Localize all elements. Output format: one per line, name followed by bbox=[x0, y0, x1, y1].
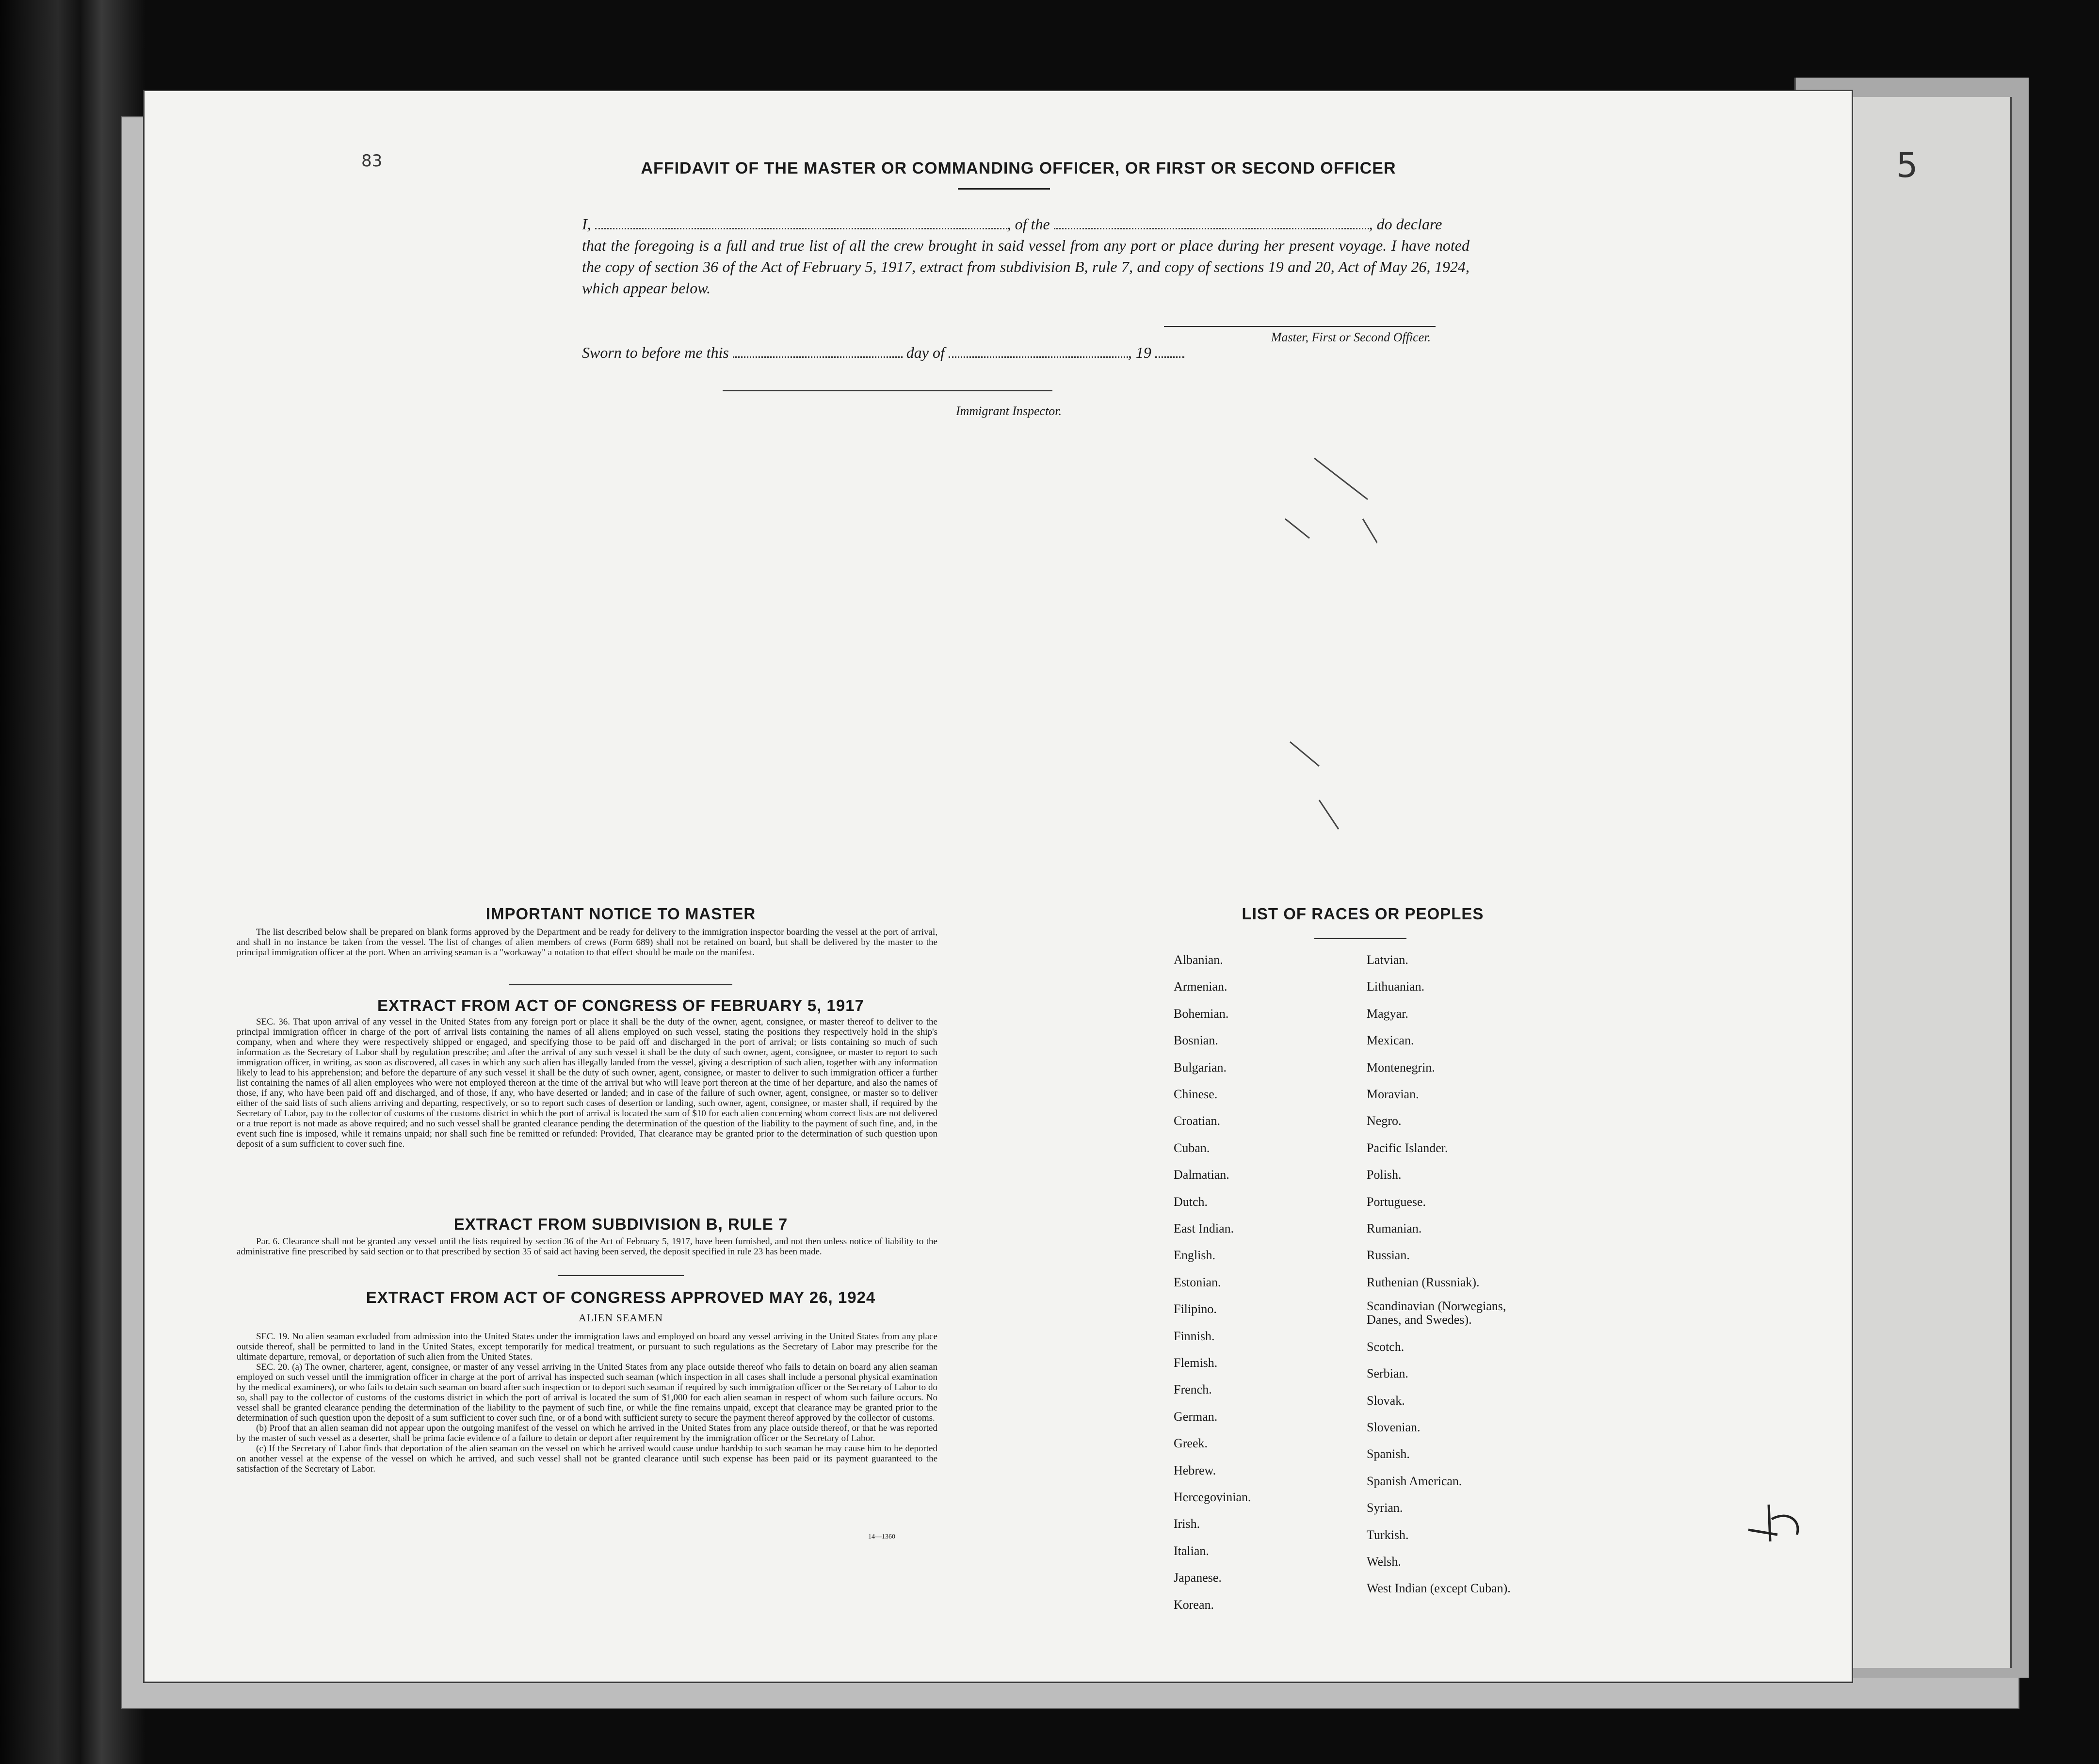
extract-1924-title: EXTRACT FROM ACT OF CONGRESS APPROVED MAY 26, 1924 bbox=[366, 1288, 876, 1306]
alien-seamen-subtitle: ALIEN SEAMEN bbox=[579, 1312, 663, 1324]
race-entry: Slovak. bbox=[1367, 1394, 1405, 1408]
page-mark: 83 bbox=[361, 151, 383, 171]
extract-rule7-title: EXTRACT FROM SUBDIVISION B, RULE 7 bbox=[453, 1215, 788, 1233]
sworn-prefix: Sworn to before me this bbox=[582, 344, 729, 361]
affidavit-body: that the foregoing is a full and true list of all the crew brought in said vessel from any port or place during her present voyage. I have noted the copy of section 36 of the Act of February 5, 1917, extract from subdivision B, rule 7, and copy of sections 19 and 20, Act of May 26, 1924, which appear below. bbox=[582, 237, 1469, 297]
section-20b-text: (b) Proof that an alien seaman did not appear upon the outgoing manifest of the vessel on which he arrived in the United States from any place outside thereof, or that he was reported by the master of such vessel as a deserter, shall be prima facie evidence of a failure to detain or deport after requirement by the immigration officer or the Secretary of Labor. bbox=[237, 1423, 937, 1443]
race-entry: East Indian. bbox=[1174, 1221, 1234, 1235]
race-entry: Armenian. bbox=[1174, 979, 1227, 994]
race-entry: Negro. bbox=[1367, 1114, 1402, 1128]
notice-rule bbox=[509, 984, 732, 985]
declarant-prefix: I, bbox=[582, 215, 591, 233]
race-entry: Greek. bbox=[1174, 1436, 1208, 1450]
folded-page-edge bbox=[1850, 97, 2012, 1668]
race-entry: Dutch. bbox=[1174, 1195, 1208, 1209]
race-entry: Spanish. bbox=[1367, 1447, 1410, 1461]
race-entry: Italian. bbox=[1174, 1544, 1209, 1558]
section-19-text: SEC. 19. No alien seaman excluded from admission into the United States under the immigration laws and employed on board any vessel arriving in the United States from any place outside thereof, shall be permitted to land in the United States, except temporarily for medical treatment, or pursuant to such regulations as the Secretary of Labor may prescribe for the ultimate departure, removal, or deportation of such alien from the United States. bbox=[237, 1331, 937, 1362]
notice-title: IMPORTANT NOTICE TO MASTER bbox=[485, 905, 756, 923]
race-entry: Hercegovinian. bbox=[1174, 1490, 1251, 1504]
notice-body bbox=[237, 927, 937, 958]
extract-rule7-body bbox=[237, 1236, 937, 1257]
race-entry: English. bbox=[1174, 1248, 1215, 1262]
race-entry: Scandinavian (Norwegians, bbox=[1367, 1299, 1506, 1313]
notice-text: The list described below shall be prepared on blank forms approved by the Department and be ready for delivery to the immigration inspector boarding the vessel at the port of arrival, and shall in no instance be taken from the vessel. The list of changes of alien members of crews (Form 689) shall not be retained on board, but shall be delivered by the master to the principal immigration officer at the port. When an arriving seaman is a "workaway" a notation to that effect should be made on the manifest. bbox=[237, 927, 937, 958]
race-entry: Bulgarian. bbox=[1174, 1060, 1227, 1074]
race-entry: Dalmatian. bbox=[1174, 1168, 1229, 1182]
race-entry: Danes, and Swedes). bbox=[1367, 1313, 1472, 1327]
inspector-signature-line[interactable] bbox=[723, 390, 1052, 391]
race-entry: Welsh. bbox=[1367, 1555, 1401, 1569]
affidavit-title: AFFIDAVIT OF THE MASTER OR COMMANDING OFFICER, OR FIRST OR SECOND OFFICER bbox=[641, 159, 1396, 177]
races-title: LIST OF RACES OR PEOPLES bbox=[1242, 905, 1484, 923]
race-entry: French. bbox=[1174, 1382, 1212, 1396]
race-entry: Chinese. bbox=[1174, 1087, 1218, 1101]
races-rule bbox=[1314, 938, 1406, 939]
race-entry: Lithuanian. bbox=[1367, 979, 1425, 994]
race-entry: Estonian. bbox=[1174, 1275, 1221, 1289]
race-entry: Irish. bbox=[1174, 1517, 1200, 1531]
race-entry: Finnish. bbox=[1174, 1329, 1215, 1343]
extract-1917-body bbox=[237, 1017, 937, 1149]
race-entry: Croatian. bbox=[1174, 1114, 1221, 1128]
vessel-name-field[interactable] bbox=[1054, 216, 1369, 229]
race-entry: Slovenian. bbox=[1367, 1420, 1421, 1434]
race-entry: Scotch. bbox=[1367, 1340, 1405, 1354]
declare-suffix: , do declare bbox=[1369, 215, 1442, 233]
rule7-rule bbox=[558, 1275, 684, 1276]
sworn-line bbox=[582, 342, 1309, 363]
race-entry: Japanese. bbox=[1174, 1571, 1222, 1585]
race-entry: Latvian. bbox=[1367, 953, 1408, 967]
race-entry: Filipino. bbox=[1174, 1302, 1217, 1316]
race-entry: Flemish. bbox=[1174, 1356, 1218, 1370]
race-entry: Cuban. bbox=[1174, 1141, 1210, 1155]
signature-label: Master, First or Second Officer. bbox=[1271, 330, 1431, 344]
sworn-day-of: day of bbox=[906, 344, 945, 361]
race-entry: Pacific Islander. bbox=[1367, 1141, 1448, 1155]
race-entry: Turkish. bbox=[1367, 1528, 1409, 1542]
race-entry: Russian. bbox=[1367, 1248, 1410, 1262]
race-entry: West Indian (except Cuban). bbox=[1367, 1581, 1511, 1595]
section-20c-text: (c) If the Secretary of Labor finds that deportation of the alien seaman on the vessel on which he arrived would cause undue hardship to such seaman he may cause him to be deported on another vessel at the expense of the vessel on which he arrived, and such vessel shall not be granted clearance until such expense has been paid or its payment guaranteed to the satisfaction of the Secretary of Labor. bbox=[237, 1443, 937, 1474]
extract-1917-title: EXTRACT FROM ACT OF CONGRESS OF FEBRUARY 5, 1917 bbox=[377, 996, 864, 1014]
stray-marks-icon bbox=[1280, 451, 1377, 936]
form-number: 14—1360 bbox=[868, 1533, 895, 1540]
vessel-prefix: , of the bbox=[1007, 215, 1050, 233]
race-entry: Polish. bbox=[1367, 1168, 1402, 1182]
race-entry: Serbian. bbox=[1367, 1366, 1408, 1380]
sworn-year-prefix: , 19 bbox=[1128, 344, 1151, 361]
race-entry: German. bbox=[1174, 1410, 1218, 1424]
section-36-text: SEC. 36. That upon arrival of any vessel in the United States from any foreign port or place it shall be the duty of the owner, agent, consignee, or master thereof to deliver to the principal immigration officer in charge of the port of arrival lists containing the names of all aliens employed on such vessel, stating the positions they respectively hold in the ship's company, when and where they were respectively shipped or engaged, and specifying those to be paid off and discharged in the port of arrival; or lists containing so much of such information as the Secretary of Labor shall by regulation prescribe; and after the arrival of any such vessel it shall be the duty of such owner, agent, consignee, or master to report to such immigration officer, in writing, as soon as discovered, all cases in which any such alien has illegally landed from the vessel, giving a description of such alien, together with any information likely to lead to his apprehension; and before the departure of any such vessel it shall be the duty of such owner, agent, consignee, or master to deliver to such immigration officer a further list containing the names of all alien employees who were not employed thereon at the time of the arrival but who will leave port thereon at the time of her departure, and also the names of those, if any, who have been paid off and discharged, and of those, if any, who have deserted or landed; and in case of the failure of such owner, agent, consignee, or master so to deliver either of the said lists of such aliens arriving and departing, respectively, or so to report such cases of desertion or landing, such owner, agent, consignee, or master shall, if required by the Secretary of Labor, pay to the collector of customs of the customs district in which the port of arrival is located the sum of $10 for each alien concerning whom correct lists are not delivered or a true report is not made as above required; and no such vessel shall be granted clearance pending the determination of the question of the liability to the payment of such fine, and, in the event such fine is imposed, while it remains unpaid; nor shall such fine be remitted or refunded: Provided, That clearance may be granted prior to the determination of such question upon deposit of a sum sufficient to cover such fine. bbox=[237, 1017, 937, 1149]
race-entry: Moravian. bbox=[1367, 1087, 1419, 1101]
section-20a-text: SEC. 20. (a) The owner, charterer, agent, consignee, or master of any vessel arriving in the United States from any place outside thereof who fails to detain on board any alien seaman employed on such vessel until the immigration officer in charge at the port of arrival has inspected such seaman (which inspection in all cases shall include a personal physical examination by the medical examiners), or who fails to detain such seaman on board after such inspection or to deport such seaman if required by such immigration officer or the Secretary of Labor to do so, shall pay to the collector of customs of the customs district in which the port of arrival is located the sum of $1,000 for each alien seaman in respect of whom such failure occurs. No vessel shall be granted clearance pending the determination of the liability to the payment of such fine, or while the fine remains unpaid, except that clearance may be granted prior to the determination of such question upon the deposit of a sum sufficient to cover such fine, or of a bond with sufficient surety to secure the payment thereof approved by the collector of customs. bbox=[237, 1362, 937, 1423]
sworn-year-field[interactable] bbox=[1155, 345, 1184, 358]
title-rule bbox=[958, 188, 1050, 190]
race-entry: Bohemian. bbox=[1174, 1007, 1229, 1021]
race-entry: Hebrew. bbox=[1174, 1463, 1216, 1477]
race-entry: Portuguese. bbox=[1367, 1195, 1426, 1209]
race-entry: Magyar. bbox=[1367, 1007, 1408, 1021]
race-entry: Korean. bbox=[1174, 1598, 1214, 1612]
inspector-label: Immigrant Inspector. bbox=[955, 404, 1062, 418]
sworn-month-field[interactable] bbox=[949, 345, 1128, 358]
race-entry: Mexican. bbox=[1367, 1033, 1414, 1047]
sworn-day-field[interactable] bbox=[733, 345, 903, 358]
race-entry: Syrian. bbox=[1367, 1501, 1403, 1515]
race-entry: Bosnian. bbox=[1174, 1033, 1218, 1047]
declaration-line bbox=[582, 213, 1469, 235]
race-entry: Ruthenian (Russniak). bbox=[1367, 1275, 1480, 1289]
pencil-mark-icon bbox=[1744, 1501, 1807, 1544]
par-6-text: Par. 6. Clearance shall not be granted any vessel until the lists required by section 36 of the Act of February 5, 1917, have been furnished, and not then unless notice of liability to the administrative fine prescribed by said section or to that prescribed by section 35 of said act having been served, the deposit specified in rule 23 has been made. bbox=[237, 1236, 937, 1257]
race-entry: Spanish American. bbox=[1367, 1474, 1462, 1488]
race-entry: Albanian. bbox=[1174, 953, 1223, 967]
extract-1924-body bbox=[237, 1331, 937, 1474]
race-entry: Rumanian. bbox=[1367, 1221, 1422, 1235]
declarant-name-field[interactable] bbox=[595, 216, 1007, 229]
race-entry: Montenegrin. bbox=[1367, 1060, 1435, 1074]
corner-number: 5 bbox=[1896, 145, 1918, 185]
